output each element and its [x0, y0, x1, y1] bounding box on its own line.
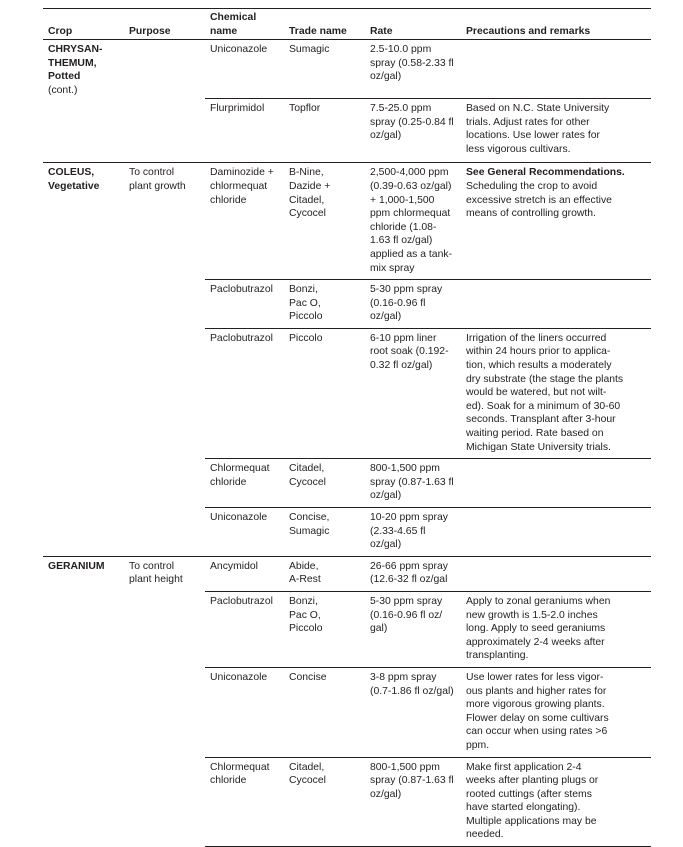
remarks-emphasis: See General Recommendations.: [466, 167, 625, 179]
rate-cell: 800-1,500 ppm spray (0.87-1.63 fl oz/gal): [365, 757, 461, 847]
remarks-cell: [461, 667, 651, 757]
rate-cell: 800-1,500 ppm spray (0.87-1.63 fl oz/gal): [365, 459, 461, 508]
remarks-text: Scheduling the crop to avoid excessive stretch is an effective means of controlling growth.: [466, 180, 612, 220]
trade-name-cell: Concise, Sumagic: [284, 508, 365, 557]
remarks-cell: [461, 40, 651, 99]
chemical-name-cell: Chlormequat chloride: [205, 459, 284, 508]
rate-cell: 26-66 ppm spray (12.6-32 fl oz/gal: [365, 556, 461, 591]
chemical-name-cell: Chlormequat chloride: [205, 757, 284, 847]
remarks-text: Based on N.C. State University trials. Adjust rates for other locations. Use lower rates for less vigorous cultivars.: [466, 102, 610, 155]
trade-name-cell: Topflor: [284, 98, 365, 162]
crop-cell: [43, 556, 124, 846]
growth-regulator-table: [43, 8, 651, 847]
trade-name-cell: Sumagic: [284, 40, 365, 99]
rate-cell: 10-20 ppm spray (2.33-4.65 fl oz/gal): [365, 508, 461, 557]
purpose-cell: To control plant growth: [124, 163, 205, 556]
chemical-name-cell: Paclobutrazol: [205, 328, 284, 458]
rate-cell: 5-30 ppm spray (0.16-0.96 fl oz/ gal): [365, 591, 461, 667]
rate-cell: 6-10 ppm liner root soak (0.192- 0.32 fl oz/gal): [365, 328, 461, 458]
chemical-name-cell: Uniconazole: [205, 508, 284, 557]
crop-cell: [43, 40, 124, 163]
chemical-name-cell: Uniconazole: [205, 667, 284, 757]
crop-name: CHRYSAN- THEMUM, Potted: [48, 44, 103, 83]
header-chemical-name: Chemical name: [205, 9, 284, 40]
trade-name-cell: Citadel, Cycocel: [284, 459, 365, 508]
purpose-cell: To control plant height: [124, 556, 205, 846]
remarks-cell: [461, 757, 651, 847]
chemical-name-cell: Paclobutrazol: [205, 280, 284, 329]
crop-cell: [43, 163, 124, 556]
trade-name-cell: Piccolo: [284, 328, 365, 458]
remarks-cell: [461, 459, 651, 508]
rate-cell: 3-8 ppm spray (0.7-1.86 fl oz/gal): [365, 667, 461, 757]
table-row: [43, 40, 651, 99]
rate-cell: 5-30 ppm spray (0.16-0.96 fl oz/gal): [365, 280, 461, 329]
chemical-name-cell: Daminozide + chlormequat chloride: [205, 163, 284, 280]
chemical-name-cell: Flurprimidol: [205, 98, 284, 162]
trade-name-cell: Bonzi, Pac O, Piccolo: [284, 591, 365, 667]
chemical-name-cell: Uniconazole: [205, 40, 284, 99]
trade-name-cell: Concise: [284, 667, 365, 757]
remarks-cell: [461, 556, 651, 591]
header-remarks: Precautions and remarks: [461, 9, 651, 40]
trade-name-cell: Citadel, Cycocel: [284, 757, 365, 847]
crop-note: (cont.): [48, 84, 78, 96]
rate-cell: 2.5-10.0 ppm spray (0.58-2.33 fl oz/gal): [365, 40, 461, 99]
purpose-cell: [124, 40, 205, 163]
header-crop: Crop: [43, 9, 124, 40]
table-row: [43, 163, 651, 280]
remarks-cell: [461, 508, 651, 557]
remarks-cell: [461, 98, 651, 162]
remarks-text: Use lower rates for less vigor- ous plants and higher rates for more vigorous growing plants. Flower delay on some cultivars can occur when using rates >6 ppm.: [466, 671, 609, 751]
remarks-text: Apply to zonal geraniums when new growth is 1.5-2.0 inches long. Apply to seed geraniums approximately 2-4 weeks after transplanting.: [466, 595, 611, 662]
table-header-row: [43, 9, 651, 40]
remarks-text: Make first application 2-4 weeks after planting plugs or rooted cuttings (after stems have started elongating). Multiple applications may be needed.: [466, 761, 599, 841]
header-purpose: Purpose: [124, 9, 205, 40]
trade-name-cell: B-Nine, Dazide + Citadel, Cycocel: [284, 163, 365, 280]
trade-name-cell: Bonzi, Pac O, Piccolo: [284, 280, 365, 329]
crop-name: COLEUS, Vegetative: [48, 167, 100, 192]
header-trade-name: Trade name: [284, 9, 365, 40]
remarks-cell: [461, 163, 651, 280]
header-rate: Rate: [365, 9, 461, 40]
remarks-cell: [461, 591, 651, 667]
rate-cell: 2,500-4,000 ppm (0.39-0.63 oz/gal) + 1,000-1,500 ppm chlormequat chloride (1.08- 1.63 fl oz/gal) applied as a tank- mix spray: [365, 163, 461, 280]
table-body: [43, 40, 651, 847]
chemical-name-cell: Ancymidol: [205, 556, 284, 591]
table-row: [43, 556, 651, 591]
chemical-name-cell: Paclobutrazol: [205, 591, 284, 667]
rate-cell: 7.5-25.0 ppm spray (0.25-0.84 fl oz/gal): [365, 98, 461, 162]
remarks-text: Irrigation of the liners occurred within 24 hours prior to applica- tion, which results a moderately dry substrate (the stage the plants would be watered, but not wilt- ed). Soak for a minimum of 30-60 seconds. Transplant after 3-hour waiting period. Rate based on Michigan State University trials.: [466, 332, 624, 453]
remarks-cell: [461, 280, 651, 329]
crop-name: GERANIUM: [48, 560, 105, 572]
remarks-cell: [461, 328, 651, 458]
trade-name-cell: Abide, A-Rest: [284, 556, 365, 591]
